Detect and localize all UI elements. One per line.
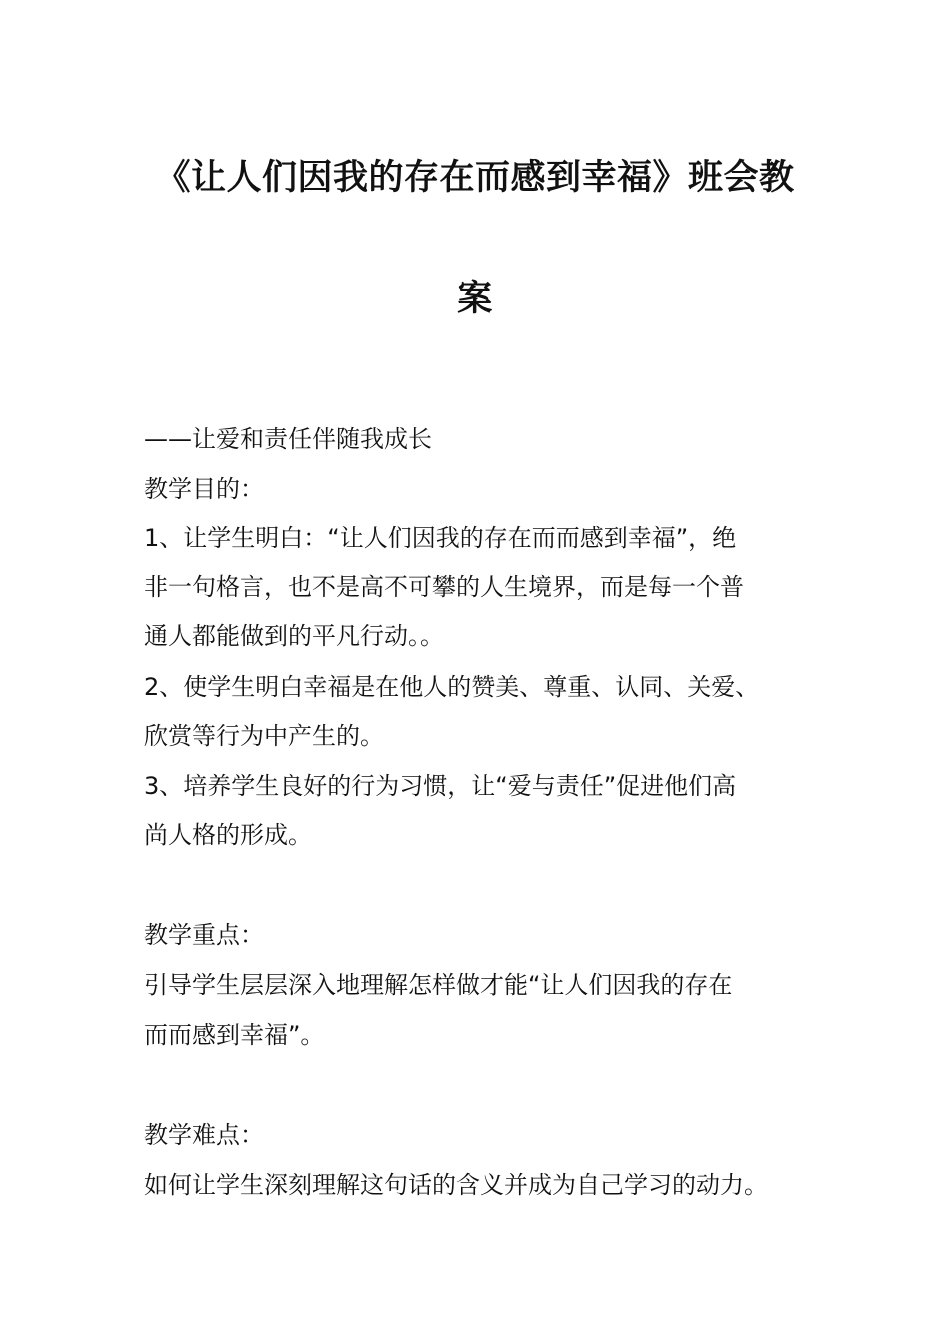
objective-1-line-3: 通人都能做到的平凡行动。。 bbox=[144, 622, 444, 650]
key-points-heading: 教学重点： bbox=[144, 921, 264, 949]
document-subtitle: ——让爱和责任伴随我成长 bbox=[144, 425, 432, 453]
objective-2-line-1: 2、使学生明白幸福是在他人的赞美、尊重、认同、关爱、 bbox=[144, 673, 760, 701]
difficulties-line-1: 如何让学生深刻理解这句话的含义并成为自己学习的动力。 bbox=[144, 1171, 768, 1199]
objective-2-line-2: 欣赏等行为中产生的。 bbox=[144, 722, 384, 750]
objectives-heading: 教学目的： bbox=[144, 475, 264, 503]
objective-1-line-1: 1、让学生明白：“让人们因我的存在而而感到幸福”，绝 bbox=[144, 524, 737, 552]
objective-3-line-2: 尚人格的形成。 bbox=[144, 821, 312, 849]
key-points-line-2: 而而感到幸福”。 bbox=[144, 1021, 325, 1049]
key-points-line-1: 引导学生层层深入地理解怎样做才能“让人们因我的存在 bbox=[144, 971, 733, 999]
difficulties-heading: 教学难点： bbox=[144, 1121, 264, 1149]
document-title-continuation: 案 bbox=[457, 279, 493, 319]
document-title: 《让人们因我的存在而感到幸福》班会教 bbox=[155, 158, 795, 198]
objective-3-line-1: 3、培养学生良好的行为习惯，让“爱与责任”促进他们高 bbox=[144, 772, 737, 800]
objective-1-line-2: 非一句格言，也不是高不可攀的人生境界，而是每一个普 bbox=[144, 573, 744, 601]
